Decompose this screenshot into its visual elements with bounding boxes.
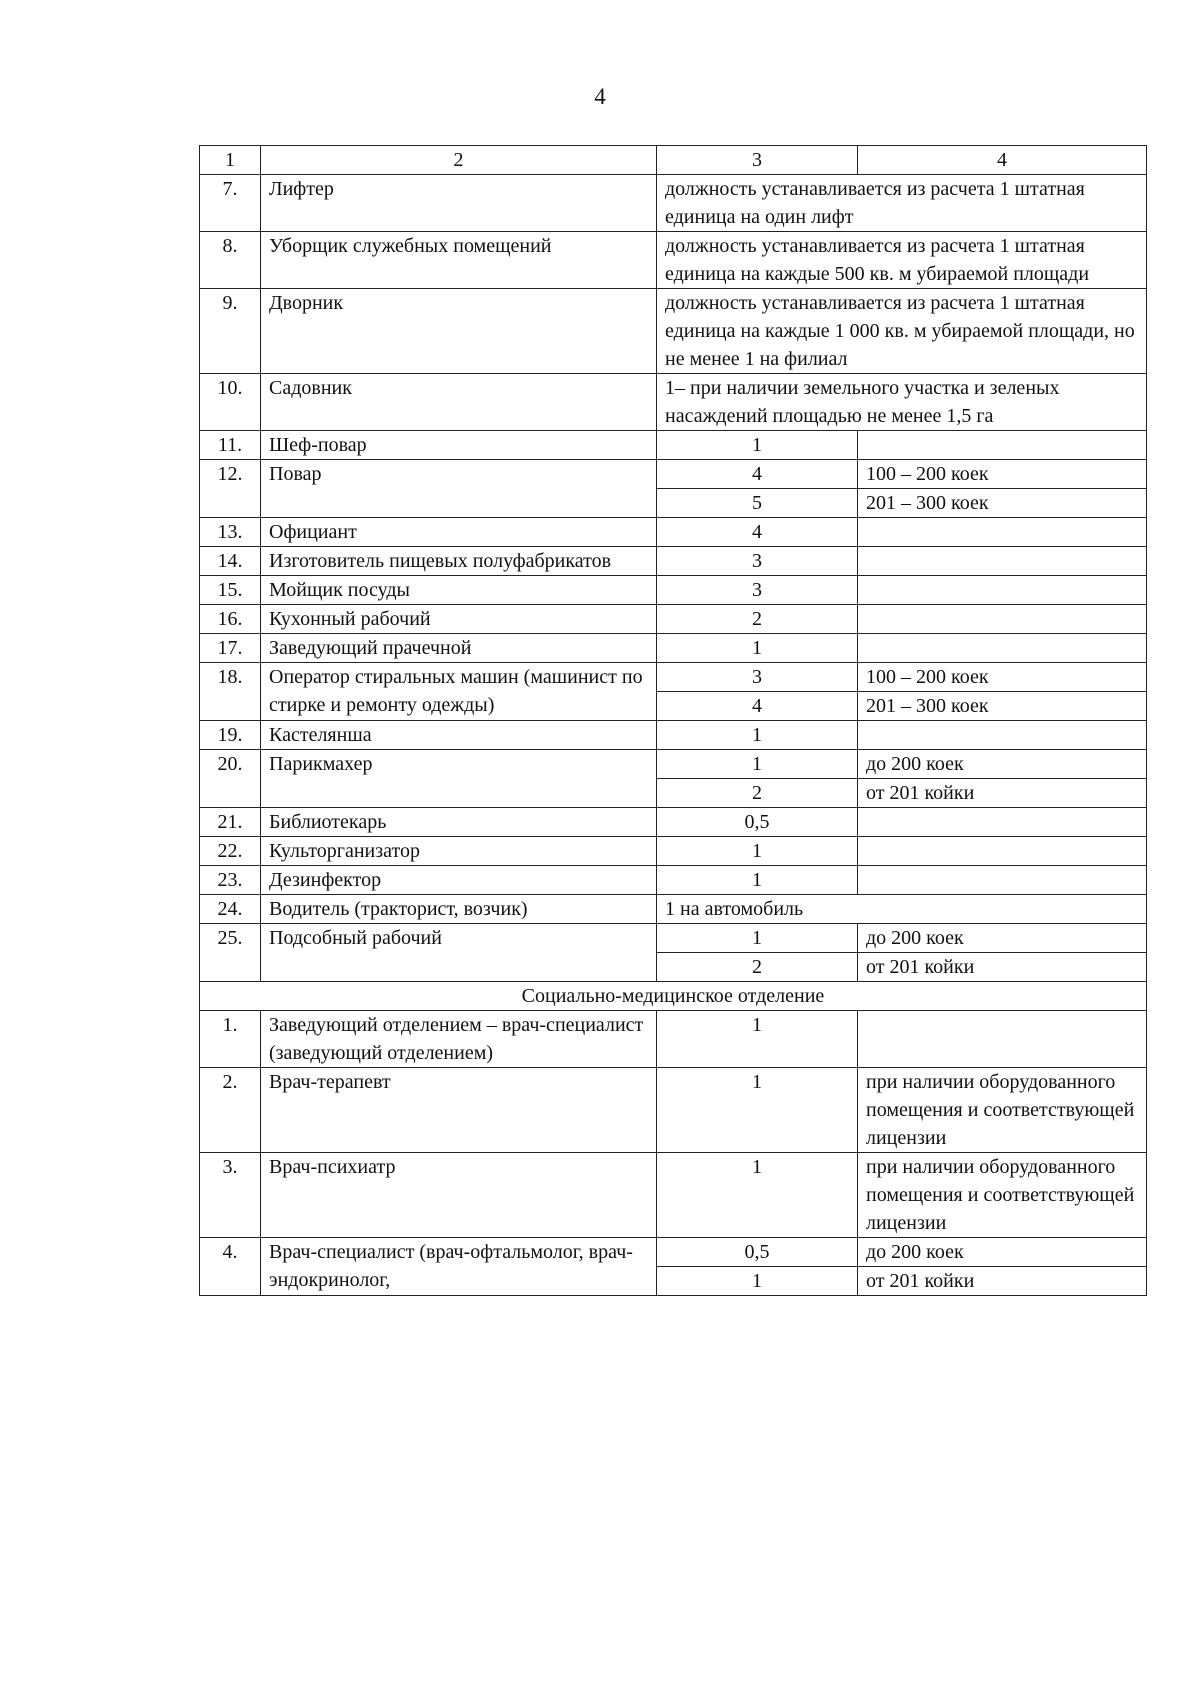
row-number: 18. — [200, 663, 261, 721]
staff-units: 4 — [657, 460, 858, 489]
staff-units: 1 — [657, 837, 858, 866]
staff-units: 1 — [657, 1153, 858, 1238]
table-row — [200, 374, 1147, 431]
table-row — [200, 547, 1147, 576]
note: от 201 койки — [858, 779, 1147, 808]
table-row — [200, 460, 1147, 489]
staff-units: 2 — [657, 779, 858, 808]
table-row — [200, 924, 1147, 953]
table-row — [200, 663, 1147, 692]
page-number: 4 — [594, 84, 606, 109]
staff-units: 5 — [657, 489, 858, 518]
row-number: 1. — [200, 1011, 261, 1068]
note: при наличии оборудованного помещения и соответствующей лицензии — [858, 1153, 1147, 1238]
staff-units: 4 — [657, 518, 858, 547]
table-row — [200, 605, 1147, 634]
table-row — [200, 721, 1147, 750]
row-number: 8. — [200, 232, 261, 289]
row-number: 10. — [200, 374, 261, 431]
row-number: 15. — [200, 576, 261, 605]
note: 100 – 200 коек — [858, 460, 1147, 489]
table-row — [200, 634, 1147, 663]
position-name: Заведующий отделением – врач-специалист (заведующий отделением) — [261, 1011, 657, 1068]
row-number: 13. — [200, 518, 261, 547]
table-row — [200, 750, 1147, 779]
position-name: Водитель (тракторист, возчик) — [261, 895, 657, 924]
table-row — [200, 1068, 1147, 1153]
table-row — [200, 1238, 1147, 1267]
note — [858, 547, 1147, 576]
position-name: Культорганизатор — [261, 837, 657, 866]
row-number: 2. — [200, 1068, 261, 1153]
table-row — [200, 837, 1147, 866]
staff-units: 1 — [657, 431, 858, 460]
staff-units: 3 — [657, 547, 858, 576]
table-row — [200, 895, 1147, 924]
position-name: Заведующий прачечной — [261, 634, 657, 663]
position-name: Дезинфектор — [261, 866, 657, 895]
position-name: Врач-специалист (врач-офтальмолог, врач-эндокринолог, — [261, 1238, 657, 1296]
row-number: 9. — [200, 289, 261, 374]
note — [858, 634, 1147, 663]
position-name: Шеф-повар — [261, 431, 657, 460]
header-cell: 4 — [858, 146, 1147, 175]
table-row — [200, 808, 1147, 837]
table-row — [200, 576, 1147, 605]
header-cell: 3 — [657, 146, 858, 175]
staff-units: 1 — [657, 866, 858, 895]
row-number: 19. — [200, 721, 261, 750]
position-name: Изготовитель пищевых полуфабрикатов — [261, 547, 657, 576]
staff-units: 0,5 — [657, 1238, 858, 1267]
note: до 200 коек — [858, 750, 1147, 779]
row-number: 3. — [200, 1153, 261, 1238]
table-row — [200, 431, 1147, 460]
note — [858, 576, 1147, 605]
note — [858, 721, 1147, 750]
staff-units: 0,5 — [657, 808, 858, 837]
row-number: 20. — [200, 750, 261, 808]
row-number: 17. — [200, 634, 261, 663]
note: 100 – 200 коек — [858, 663, 1147, 692]
note: при наличии оборудованного помещения и соответствующей лицензии — [858, 1068, 1147, 1153]
row-number: 4. — [200, 1238, 261, 1296]
table-row — [200, 175, 1147, 232]
staffing-norm: должность устанавливается из расчета 1 штатная единица на один лифт — [657, 175, 1147, 232]
staffing-norm: должность устанавливается из расчета 1 штатная единица на каждые 1 000 кв. м убираемой площади, но не менее 1 на филиал — [657, 289, 1147, 374]
position-name: Дворник — [261, 289, 657, 374]
position-name: Подсобный рабочий — [261, 924, 657, 982]
staff-units: 1 — [657, 634, 858, 663]
staff-units: 4 — [657, 692, 858, 721]
note: от 201 койки — [858, 953, 1147, 982]
row-number: 12. — [200, 460, 261, 518]
staff-units: 1 — [657, 721, 858, 750]
note: 201 – 300 коек — [858, 692, 1147, 721]
staff-units: 1 — [657, 924, 858, 953]
staffing-table — [199, 145, 1147, 1296]
position-name: Врач-терапевт — [261, 1068, 657, 1153]
note — [858, 431, 1147, 460]
position-name: Парикмахер — [261, 750, 657, 808]
note: от 201 койки — [858, 1267, 1147, 1296]
table-row — [200, 1153, 1147, 1238]
row-number: 7. — [200, 175, 261, 232]
section-title: Социально-медицинское отделение — [200, 982, 1147, 1011]
table-row — [200, 232, 1147, 289]
note — [858, 808, 1147, 837]
position-name: Садовник — [261, 374, 657, 431]
staffing-norm: должность устанавливается из расчета 1 штатная единица на каждые 500 кв. м убираемой площади — [657, 232, 1147, 289]
staff-units: 3 — [657, 663, 858, 692]
position-name: Лифтер — [261, 175, 657, 232]
position-name: Повар — [261, 460, 657, 518]
note — [858, 1011, 1147, 1068]
table-row — [200, 289, 1147, 374]
position-name: Библиотекарь — [261, 808, 657, 837]
header-cell: 1 — [200, 146, 261, 175]
staff-units: 1 — [657, 1267, 858, 1296]
staff-units: 1 — [657, 1068, 858, 1153]
position-name: Кастелянша — [261, 721, 657, 750]
row-number: 11. — [200, 431, 261, 460]
position-name: Оператор стиральных машин (машинист по стирке и ремонту одежды) — [261, 663, 657, 721]
position-name: Официант — [261, 518, 657, 547]
note — [858, 518, 1147, 547]
row-number: 21. — [200, 808, 261, 837]
row-number: 22. — [200, 837, 261, 866]
note — [858, 837, 1147, 866]
staff-units: 1 — [657, 750, 858, 779]
note: 201 – 300 коек — [858, 489, 1147, 518]
note: до 200 коек — [858, 1238, 1147, 1267]
staff-units: 3 — [657, 576, 858, 605]
staff-units: 2 — [657, 953, 858, 982]
staff-units: 2 — [657, 605, 858, 634]
table-row — [200, 866, 1147, 895]
position-name: Уборщик служебных помещений — [261, 232, 657, 289]
header-row — [200, 146, 1147, 175]
note: до 200 коек — [858, 924, 1147, 953]
row-number: 25. — [200, 924, 261, 982]
position-name: Кухонный рабочий — [261, 605, 657, 634]
table-row — [200, 518, 1147, 547]
staff-units: 1 — [657, 1011, 858, 1068]
row-number: 24. — [200, 895, 261, 924]
note — [858, 866, 1147, 895]
section-row — [200, 982, 1147, 1011]
staffing-norm: 1 на автомобиль — [657, 895, 1147, 924]
position-name: Врач-психиатр — [261, 1153, 657, 1238]
row-number: 23. — [200, 866, 261, 895]
row-number: 14. — [200, 547, 261, 576]
header-cell: 2 — [261, 146, 657, 175]
staffing-norm: 1– при наличии земельного участка и зеленых насаждений площадью не менее 1,5 га — [657, 374, 1147, 431]
table-row — [200, 1011, 1147, 1068]
row-number: 16. — [200, 605, 261, 634]
note — [858, 605, 1147, 634]
position-name: Мойщик посуды — [261, 576, 657, 605]
